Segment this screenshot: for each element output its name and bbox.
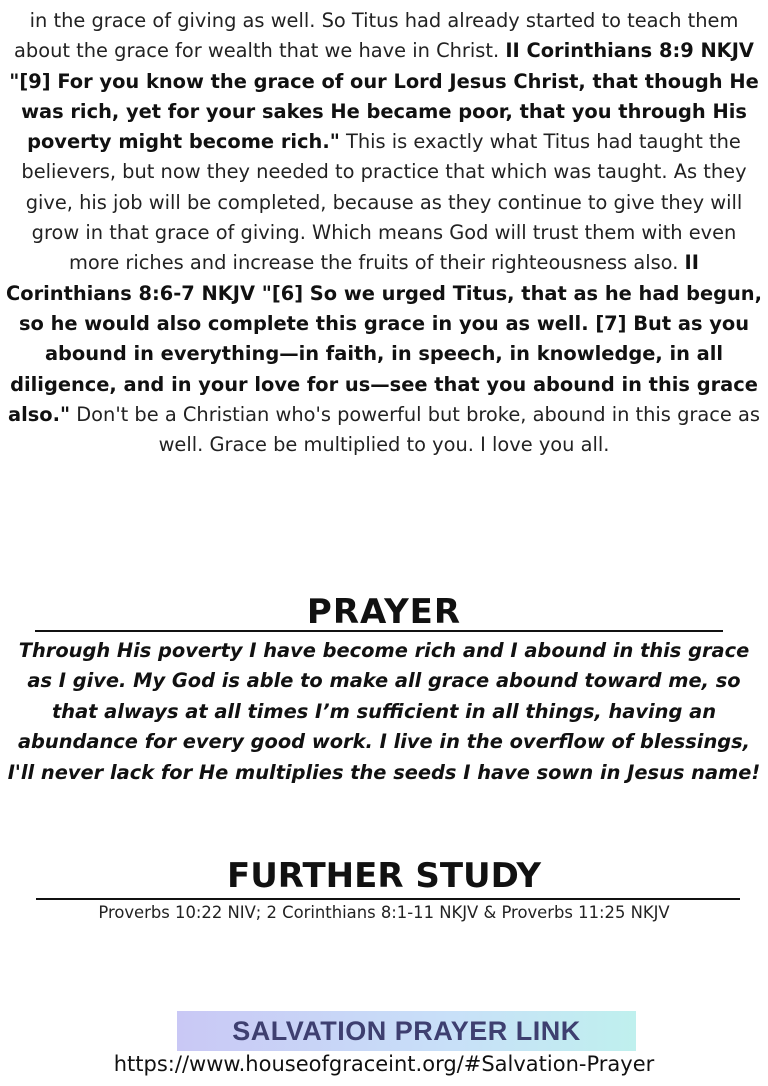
body-paragraph-3: Don't be a Christian who's powerful but broke, abound in this grace as well. Grace be multiplied to you. I love you all. [76, 402, 760, 457]
further-study-title: FURTHER STUDY [226, 856, 542, 896]
salvation-prayer-url[interactable]: https://www.houseofgraceint.org/#Salvation-Prayer [113, 1052, 655, 1076]
further-study-references: Proverbs 10:22 NIV; 2 Corinthians 8:1-11 NKJV & Proverbs 11:25 NKJV [98, 903, 670, 922]
prayer-section-heading [0, 592, 768, 632]
salvation-prayer-link-label: SALVATION PRAYER LINK [232, 1015, 581, 1046]
scripture-quote-2cor-8-9: II Corinthians 8:9 NKJV "[9] For you know the grace of our Lord Jesus Christ, that though He was rich, yet for your sakes He became poor, that you through His poverty might become rich." [9, 39, 759, 154]
scripture-quote-2cor-8-6-7: II Corinthians 8:6-7 NKJV "[6] So we urged Titus, that as he had begun, so he would also complete this grace in you as well. [7] But as you abound in everything—in faith, in speech, in knowledge, in all diligence, and in your love for us—see that you abound in this grace also." [6, 251, 762, 426]
further-study-heading [0, 856, 768, 896]
prayer-heading-title: PRAYER [306, 592, 462, 632]
body-paragraph-1: in the grace of giving as well. So Titus had already started to teach them about the grace for wealth that we have in Christ. [14, 9, 739, 63]
body-paragraph-2: This is exactly what Titus had taught the believers, but now they needed to practice that which was taught. As they give, his job will be completed, because as they continue to give they will grow in that grace of giving. Which means God will trust them with even more riches and increase the fruits of their righteousness also. [21, 130, 747, 275]
devotional-body [6, 6, 762, 460]
further-study-underline [36, 898, 740, 900]
salvation-prayer-link-banner [177, 1011, 636, 1051]
prayer-text: Through His poverty I have become rich and I abound in this grace as I give. My God is able to make all grace abound toward me, so that always at all times I’m sufficient in all things, having an abundance for every good work. I live in the overflow of blessings, I'll never lack for He multiplies the seeds I have sown in Jesus name! [7, 639, 761, 784]
